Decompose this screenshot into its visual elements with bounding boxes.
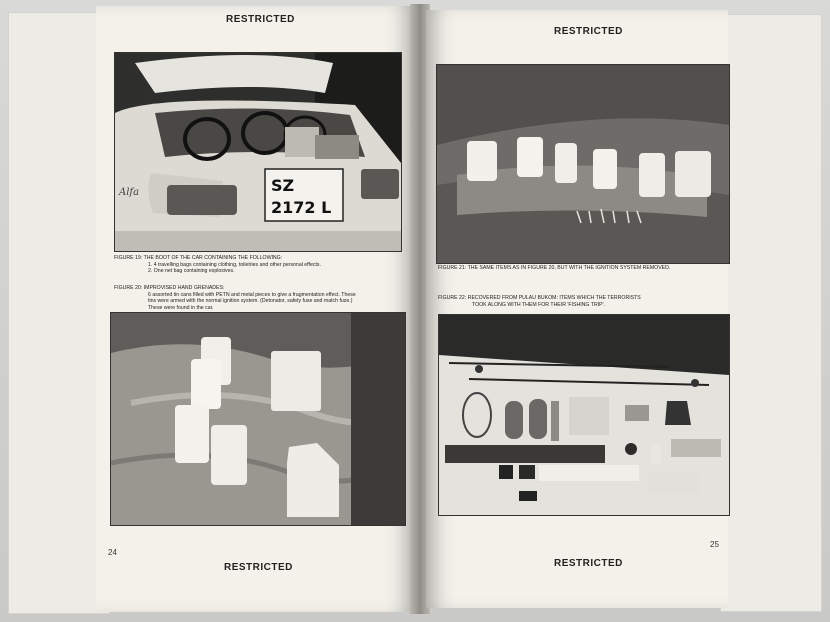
figure-20-line3: tins were armed with the normal ignition system. (Detonator, safety fuse and match fuze.) <box>148 298 353 305</box>
right-footer-restricted: RESTRICTED <box>554 558 623 569</box>
right-page-number: 25 <box>710 540 719 549</box>
figure-20-caption <box>114 285 404 311</box>
figure-19-line1: FIGURE 19: THE BOOT OF THE CAR CONTAINING THE FOLLOWING: <box>114 255 283 261</box>
svg-text:Alfa: Alfa <box>119 187 140 198</box>
left-footer-restricted: RESTRICTED <box>224 562 293 573</box>
license-plate-line2: 2172 L <box>271 198 332 217</box>
figure-22-photo <box>438 314 730 516</box>
figure-20-line4: These were found in the car. <box>148 304 214 311</box>
right-sleeve <box>720 14 822 612</box>
figure-19-photo <box>114 52 402 252</box>
figure-21-caption: FIGURE 21: THE SAME ITEMS AS IN FIGURE 20, BUT WITH THE IGNITION SYSTEM REMOVED. <box>438 265 671 271</box>
figure-22-line1: FIGURE 22: RECOVERED FROM PULAU BUKOM: ITEMS WHICH THE TERRORISTS <box>438 295 641 301</box>
figure-20-line2: 6 assorted tin cans filled with PETN and metal pieces to give a fragmentation effect. These <box>148 291 356 298</box>
figure-22-caption <box>438 295 728 308</box>
left-page-number: 24 <box>108 548 117 557</box>
left-header-restricted: RESTRICTED <box>226 14 295 25</box>
figure-20-photo <box>110 312 406 526</box>
right-header-restricted: RESTRICTED <box>554 26 623 37</box>
left-sleeve <box>8 12 110 614</box>
license-plate-line1: SZ <box>271 176 295 195</box>
figure-19-line3: 2. One net bag containing explosives. <box>148 268 235 275</box>
figure-19-line2: 1. 4 travelling bags containing clothing, toiletries and other personal effects. <box>148 261 321 268</box>
figure-21-photo <box>436 64 730 264</box>
figure-19-caption <box>114 255 404 275</box>
left-page <box>96 6 414 612</box>
figure-22-line2: TOOK ALONG WITH THEM FOR THEIR 'FISHING TRIP'. <box>472 301 606 308</box>
figure-20-line1: FIGURE 20: IMPROVISED HAND GRENADES: <box>114 285 225 291</box>
right-page <box>426 10 728 608</box>
